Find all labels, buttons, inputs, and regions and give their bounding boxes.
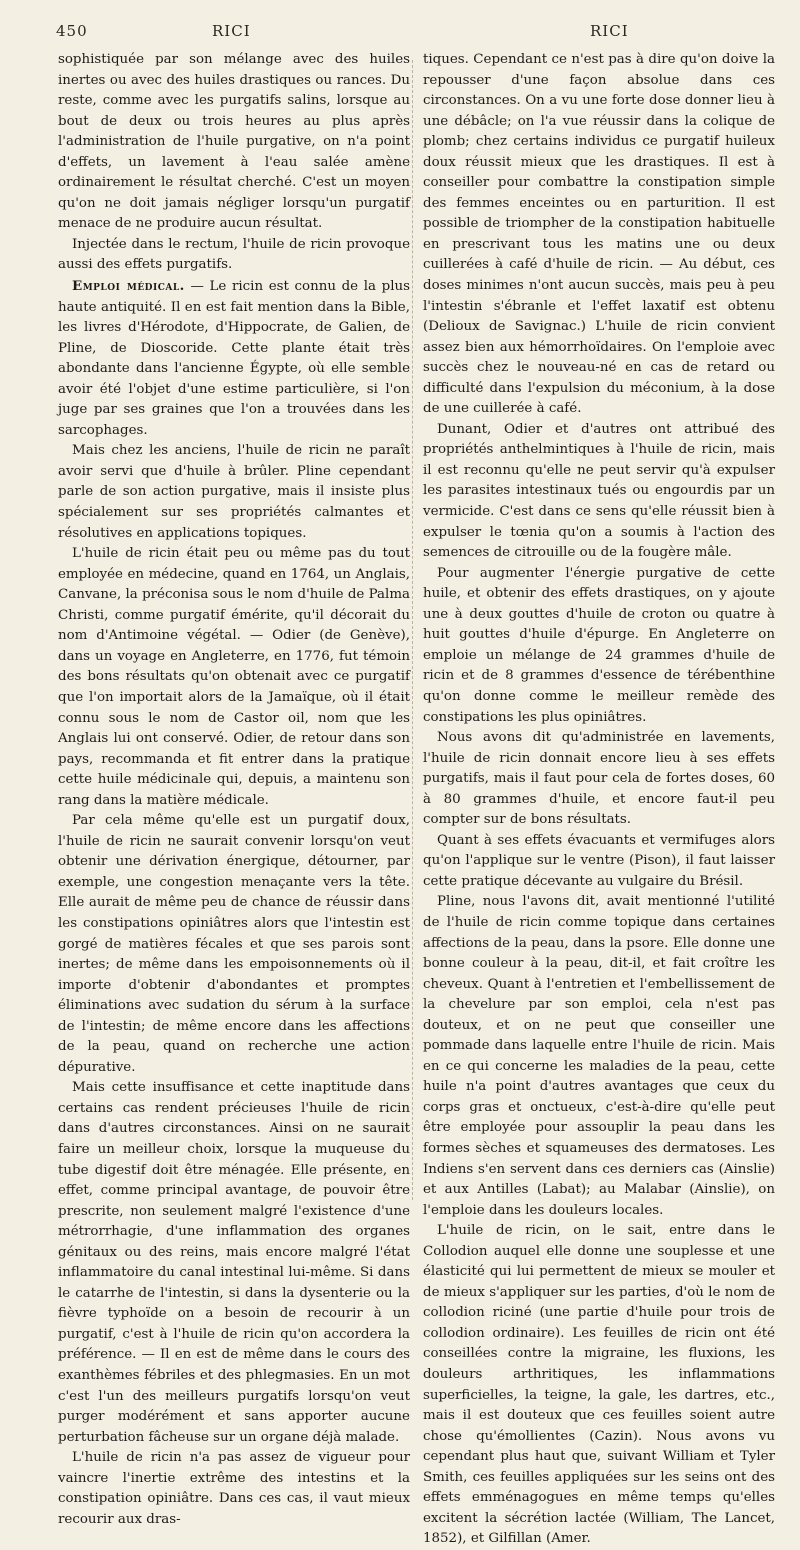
paragraph: Mais cette insuffisance et cette inaptitude dans certains cas rendent précieuses l'huile de ricin dans d'autres circonstances. Ainsi on ne saurait faire un meilleur choix, lorsque la muqueuse du tube digestif doit être ménagée. Elle présente, en effet, comme principal avantage, de pouvoir être prescrite, non seulement malgré l'existence d'une métrorrhagie, d'une inflammation des organes génitaux ou des reins, mais encore malgré l'état inflammatoire du canal intestinal lui-même. Si dans le catarrhe de l'intestin, si dans la dysenterie ou la fièvre typhoïde on a besoin de recourir à un purgatif, c'est à l'huile de ricin qu'on accordera la préférence. — Il en est de même dans le cours des exanthèmes fébriles et des phlegmasies. En un mot c'est l'un des meilleurs purgatifs lorsqu'on veut purger modérément et sans apporter aucune perturbation fâcheuse sur un organe déjà malade. [58, 1080, 410, 1445]
paragraph: Dunant, Odier et d'autres ont attribué des propriétés anthelmintiques à l'huile de ricin, mais il est reconnu qu'elle ne peut servir qu'à expulser les parasites intestinaux tués ou engourdis par un vermicide. C'est dans ce sens qu'elle réussit bien à expulser le tœnia qu'on a soumis à l'action des semences de citrouille ou de la fougère mâle. [423, 421, 775, 561]
paragraph: tiques. Cependant ce n'est pas à dire qu'on doive la repousser d'une façon absolue dans ces circonstances. On a vu une forte dose donner lieu à une débâcle; on l'a vue réussir dans la colique de plomb; chez certains individus ce purgatif huileux doux réussit mieux que les drastiques. Il est à conseiller pour combattre la constipation simple des femmes enceintes ou en parturition. Il est possible de triompher de la constipation habituelle en prescrivant tous les matins une ou deux cuillerées à café d'huile de ricin. — Au début, ces doses minimes n'ont aucun succès, mais peu à peu l'intestin s'ébranle et l'effet laxatif est obtenu (Delioux de Savignac.) L'huile de ricin convient assez bien aux hémorrhoïdaires. On l'emploie avec succès chez le nouveau-né en cas de retard ou difficulté dans l'expulsion du méconium, à la dose de une cuillerée à café. [423, 52, 775, 417]
right-column [423, 50, 775, 1550]
paragraph: Par cela même qu'elle est un purgatif doux, l'huile de ricin ne saurait convenir lorsqu'on veut obtenir une dérivation énergique, détourner, par exemple, une congestion menaçante vers la tête. Elle aurait de même peu de chance de réussir dans les constipations opiniâtres alors que l'intestin est gorgé de matières fécales et que ses parois sont inertes; de même dans les empoisonnements où il importe d'obtenir d'abondantes et promptes éliminations avec sudation du sérum à la surface de l'intestin; de même encore dans les affections de la peau, quand on recherche une action dépurative. [58, 813, 410, 1075]
paragraph-text: — Le ricin est connu de la plus haute antiquité. Il en est fait mention dans la Bible, les livres d'Hérodote, d'Hippocrate, de Galien, de Pline, de Dioscoride. Cette plante était très abondante dans l'ancienne Égypte, où elle semble avoir été l'objet d'une estime particulière, si l'on juge par ses graines que l'on a trouvées dans les sarcophages. [58, 279, 410, 438]
paragraph: L'huile de ricin était peu ou même pas du tout employée en médecine, quand en 1764, un Anglais, Canvane, la préconisa sous le nom d'huile de Palma Christi, comme purgatif émérite, qu'il décorait du nom d'Antimoine végétal. — Odier (de Genève), dans un voyage en Angleterre, en 1776, fut témoin des bons résultats qu'on obtenait avec ce purgatif que l'on importait alors de la Jamaïque, où il était connu sous le nom de Castor oil, nom que les Anglais lui ont conservé. Odier, de retour dans son pays, recommanda et fit entrer dans la pratique cette huile médicinale qui, depuis, a maintenu son rang dans la matière médicale. [58, 546, 410, 808]
paragraph: Pline, nous l'avons dit, avait mentionné l'utilité de l'huile de ricin comme topique dans certaines affections de la peau, dans la psore. Elle donne une bonne couleur à la peau, dit-il, et fait croître les cheveux. Quant à l'entretien et l'embellissement de la chevelure par son emploi, cela n'est pas douteux, et on ne peut que conseiller une pommade dans laquelle entre l'huile de ricin. Mais en ce qui concerne les maladies de la peau, cette huile n'a point d'autres avantages que ceux du corps gras et onctueux, c'est-à-dire qu'elle peut être employée pour assouplir la peau dans les formes sèches et squameuses des dermatoses. Les Indiens s'en servent dans ces derniers cas (Ainslie) et aux Antilles (Labat); au Malabar (Ainslie), on l'emploie dans les douleurs locales. [423, 894, 775, 1218]
page-number: 450 [56, 22, 88, 40]
left-column [58, 50, 410, 1530]
paragraph: Mais chez les anciens, l'huile de ricin ne paraît avoir servi que d'huile à brûler. Pline cependant parle de son action purgative, mais il insiste plus spécialement sur ses propriétés calmantes et résolutives en applications topiques. [58, 443, 410, 541]
paragraph [58, 276, 410, 441]
section-heading: Emploi médical. [72, 278, 185, 295]
paragraph: Nous avons dit qu'administrée en lavements, l'huile de ricin donnait encore lieu à ses effets purgatifs, mais il faut pour cela de fortes doses, 60 à 80 grammes d'huile, et encore faut-il peu compter sur de bons résultats. [423, 730, 775, 828]
paragraph: Quant à ses effets évacuants et vermifuges alors qu'on l'applique sur le ventre (Pison), il faut laisser cette pratique décevante au vulgaire du Brésil. [423, 832, 775, 889]
paragraph: sophistiquée par son mélange avec des huiles inertes ou avec des huiles drastiques ou rances. Du reste, comme avec les purgatifs salins, lorsque au bout de deux ou trois heures au plus après l'administration de l'huile purgative, on n'a point d'effets, un lavement à l'eau salée amène ordinairement le résultat cherché. C'est un moyen qu'on ne doit jamais négliger lorsqu'un purgatif menace de ne produire aucun résultat. [58, 52, 410, 232]
paragraph: Injectée dans le rectum, l'huile de ricin provoque aussi des effets purgatifs. [58, 236, 410, 273]
column-divider [412, 60, 413, 1200]
running-head-left: RICI [212, 22, 251, 40]
running-head-right: RICI [590, 22, 629, 40]
paragraph: L'huile de ricin n'a pas assez de vigueur pour vaincre l'inertie extrême des intestins et la constipation opiniâtre. Dans ces cas, il vaut mieux recourir aux dras- [58, 1450, 410, 1527]
paragraph: Pour augmenter l'énergie purgative de cette huile, et obtenir des effets drastiques, on y ajoute une à deux gouttes d'huile de croton ou quatre à huit gouttes d'huile d'épurge. En Angleterre on emploie un mélange de 24 grammes d'huile de ricin et de 8 grammes d'essence de térébenthine qu'on donne comme le meilleur remède des constipations les plus opiniâtres. [423, 565, 775, 725]
paragraph: L'huile de ricin, on le sait, entre dans le Collodion auquel elle donne une souplesse et une élasticité qui lui permettent de mieux se mouler et de mieux s'appliquer sur les parties, d'où le nom de collodion riciné (une partie d'huile pour trois de collodion ordinaire). Les feuilles de ricin ont été conseillées contre la migraine, les fluxions, les douleurs arthritiques, les inflammations superficielles, la teigne, la gale, les dartres, etc., mais il est douteux que ces feuilles soient autre chose qu'émollientes (Cazin). Nous avons vu cependant plus haut que, suivant William et Tyler Smith, ces feuilles appliquées sur les seins ont des effets emménagogues en même temps qu'elles excitent la sécrétion lactée (William, The Lancet, 1852), et Gilfillan (Amer. [423, 1223, 775, 1547]
page-header [0, 22, 800, 46]
